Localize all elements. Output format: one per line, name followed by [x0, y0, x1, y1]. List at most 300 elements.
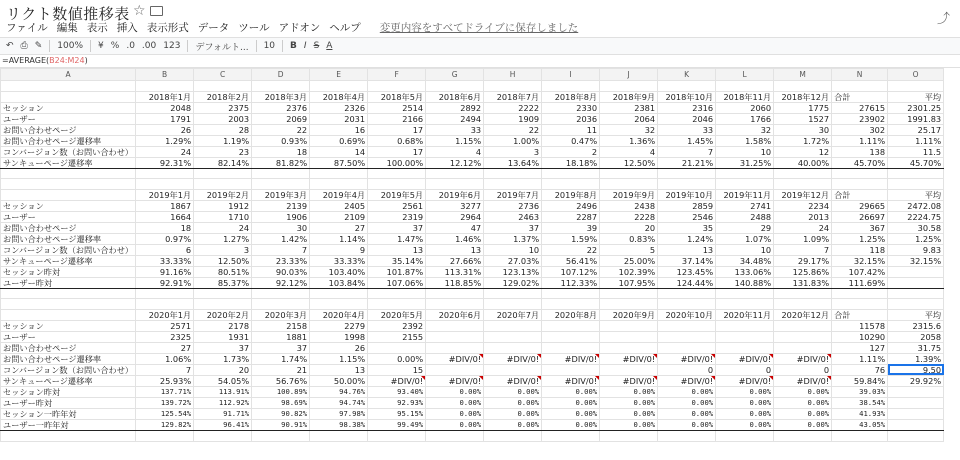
table-cell[interactable]: 7 [774, 244, 832, 255]
table-cell[interactable] [542, 288, 600, 299]
table-cell[interactable] [888, 299, 944, 310]
table-cell[interactable]: 2013 [774, 211, 832, 222]
table-cell[interactable]: 32.15% [832, 255, 888, 266]
table-cell[interactable]: 2279 [310, 320, 368, 331]
table-cell[interactable]: 100.00% [368, 157, 426, 168]
table-cell[interactable]: 0.00% [716, 397, 774, 408]
table-cell[interactable] [600, 342, 658, 353]
table-cell[interactable]: 127 [832, 342, 888, 353]
table-cell[interactable]: 22 [252, 124, 310, 135]
table-cell[interactable]: 1.46% [426, 233, 484, 244]
column-header[interactable]: C [194, 69, 252, 81]
table-cell[interactable]: 80.51% [194, 266, 252, 277]
table-cell[interactable]: 1.19% [194, 135, 252, 146]
row-label-cell[interactable]: お問い合わせページ遷移率 [1, 233, 136, 244]
table-cell[interactable] [542, 342, 600, 353]
table-cell[interactable] [832, 168, 888, 179]
table-cell[interactable]: 22 [542, 244, 600, 255]
table-cell[interactable]: 27 [310, 222, 368, 233]
sheet-table[interactable] [0, 68, 944, 442]
table-cell[interactable]: 96.41% [194, 419, 252, 430]
table-cell[interactable]: 18.18% [542, 157, 600, 168]
table-cell[interactable]: 2375 [194, 102, 252, 113]
table-cell[interactable] [658, 168, 716, 179]
table-cell[interactable] [252, 168, 310, 179]
table-cell[interactable] [368, 168, 426, 179]
strikethrough-button[interactable]: S [313, 41, 320, 51]
table-cell[interactable]: 2018年1月 [136, 91, 194, 102]
row-label-cell[interactable]: コンバージョン数（お問い合わせ） [1, 146, 136, 157]
table-cell[interactable]: #DIV/0! [484, 353, 542, 364]
table-cell[interactable]: 33.33% [136, 255, 194, 266]
zoom-select[interactable]: 100% [57, 41, 84, 51]
table-cell[interactable] [716, 179, 774, 190]
table-cell[interactable]: 2228 [600, 211, 658, 222]
table-cell[interactable]: 125.86% [774, 266, 832, 277]
table-cell[interactable]: 26697 [832, 211, 888, 222]
table-cell[interactable] [484, 168, 542, 179]
table-cell[interactable]: 2155 [368, 331, 426, 342]
table-cell[interactable] [658, 179, 716, 190]
star-icon[interactable]: ☆ [133, 3, 146, 19]
table-cell[interactable]: 0.00% [426, 386, 484, 397]
table-cell[interactable]: 16 [310, 124, 368, 135]
table-cell[interactable] [716, 168, 774, 179]
table-cell[interactable]: 2058 [888, 331, 944, 342]
text-color-button[interactable]: A [326, 41, 333, 51]
row-label-cell[interactable]: ユーザー [1, 211, 136, 222]
menu-item[interactable]: アドオン [278, 22, 321, 34]
table-cell[interactable]: 37 [194, 342, 252, 353]
table-cell[interactable] [774, 81, 832, 92]
table-cell[interactable]: 94.74% [310, 397, 368, 408]
table-cell[interactable]: 87.50% [310, 157, 368, 168]
table-cell[interactable]: 1.45% [658, 135, 716, 146]
table-cell[interactable]: 2224.75 [888, 211, 944, 222]
table-cell[interactable]: 2019年12月 [774, 189, 832, 200]
table-cell[interactable]: #DIV/0! [600, 353, 658, 364]
table-cell[interactable]: 95.15% [368, 408, 426, 419]
column-header[interactable]: A [1, 69, 136, 81]
table-cell[interactable]: 1912 [194, 200, 252, 211]
table-cell[interactable]: 0.97% [136, 233, 194, 244]
table-cell[interactable]: 0.47% [542, 135, 600, 146]
table-cell[interactable] [368, 430, 426, 441]
table-cell[interactable]: 82.14% [194, 157, 252, 168]
table-cell[interactable] [194, 179, 252, 190]
row-label-cell[interactable]: セッション [1, 200, 136, 211]
table-cell[interactable]: 2571 [136, 320, 194, 331]
table-cell[interactable]: 2018年10月 [658, 91, 716, 102]
table-cell[interactable]: 107.42% [832, 266, 888, 277]
table-cell[interactable]: 37 [484, 222, 542, 233]
table-cell[interactable]: 18 [252, 146, 310, 157]
table-cell[interactable]: 2316 [658, 102, 716, 113]
table-cell[interactable]: 1.29% [136, 135, 194, 146]
table-cell[interactable]: 0.00% [774, 397, 832, 408]
save-status-link[interactable]: 変更内容をすべてドライブに保存しました [379, 22, 579, 34]
table-cell[interactable]: 0.68% [368, 135, 426, 146]
table-cell[interactable] [600, 299, 658, 310]
table-cell[interactable]: 29.92% [888, 375, 944, 386]
table-cell[interactable]: 93.40% [368, 386, 426, 397]
table-cell[interactable] [310, 81, 368, 92]
table-cell[interactable] [542, 299, 600, 310]
table-cell[interactable]: 2019年5月 [368, 189, 426, 200]
table-cell[interactable] [194, 81, 252, 92]
table-cell[interactable] [310, 430, 368, 441]
table-cell[interactable]: 3 [484, 146, 542, 157]
row-label-cell[interactable] [1, 81, 136, 92]
table-cell[interactable]: 27.03% [484, 255, 542, 266]
table-cell[interactable]: 3 [194, 244, 252, 255]
table-cell[interactable]: 1.42% [252, 233, 310, 244]
table-cell[interactable] [484, 331, 542, 342]
table-cell[interactable] [310, 179, 368, 190]
table-cell[interactable]: 23.33% [252, 255, 310, 266]
table-cell[interactable]: 0.00% [484, 419, 542, 430]
table-cell[interactable]: 2020年2月 [194, 309, 252, 320]
row-label-cell[interactable]: お問い合わせページ遷移率 [1, 135, 136, 146]
table-cell[interactable]: 2494 [426, 113, 484, 124]
table-cell[interactable] [888, 397, 944, 408]
table-cell[interactable] [426, 364, 484, 375]
table-cell[interactable] [774, 342, 832, 353]
print-icon[interactable]: ⎙ [20, 41, 28, 51]
table-cell[interactable]: 31.25% [716, 157, 774, 168]
table-cell[interactable]: 合計 [832, 91, 888, 102]
table-cell[interactable] [542, 364, 600, 375]
table-cell[interactable]: 2018年11月 [716, 91, 774, 102]
table-cell[interactable]: 0.00% [658, 408, 716, 419]
table-cell[interactable]: 0.00% [542, 419, 600, 430]
table-cell[interactable] [542, 320, 600, 331]
table-cell[interactable]: 2020年11月 [716, 309, 774, 320]
table-cell[interactable] [426, 320, 484, 331]
table-cell[interactable]: 1791 [136, 113, 194, 124]
table-cell[interactable] [542, 81, 600, 92]
table-cell[interactable]: 29.17% [774, 255, 832, 266]
table-cell[interactable]: 1.06% [136, 353, 194, 364]
table-cell[interactable]: 30.58 [888, 222, 944, 233]
table-cell[interactable]: 112.92% [194, 397, 252, 408]
table-cell[interactable]: 2019年7月 [484, 189, 542, 200]
table-cell[interactable]: 2326 [310, 102, 368, 113]
table-cell[interactable]: 56.41% [542, 255, 600, 266]
table-cell[interactable]: 97.98% [310, 408, 368, 419]
table-cell[interactable]: 2060 [716, 102, 774, 113]
table-cell[interactable]: 76 [832, 364, 888, 375]
row-label-cell[interactable]: コンバージョン数（お問い合わせ） [1, 364, 136, 375]
table-cell[interactable]: 2018年5月 [368, 91, 426, 102]
table-cell[interactable]: 43.05% [832, 419, 888, 430]
table-cell[interactable]: 1.24% [658, 233, 716, 244]
table-cell[interactable]: 33.33% [310, 255, 368, 266]
table-cell[interactable] [888, 168, 944, 179]
table-cell[interactable]: 2020年7月 [484, 309, 542, 320]
table-cell[interactable]: 13 [658, 244, 716, 255]
table-cell[interactable]: 9 [310, 244, 368, 255]
table-cell[interactable]: 38.54% [832, 397, 888, 408]
menu-item[interactable]: ファイル [6, 22, 48, 34]
table-cell[interactable] [252, 81, 310, 92]
column-header[interactable]: M [774, 69, 832, 81]
table-cell[interactable]: 27 [136, 342, 194, 353]
table-cell[interactable]: 0.00% [484, 408, 542, 419]
table-cell[interactable]: 37 [368, 222, 426, 233]
table-cell[interactable] [888, 408, 944, 419]
table-cell[interactable]: 139.72% [136, 397, 194, 408]
table-cell[interactable]: 0.00% [426, 408, 484, 419]
table-cell[interactable]: 0.00% [600, 386, 658, 397]
table-cell[interactable]: 118 [832, 244, 888, 255]
table-cell[interactable]: 2178 [194, 320, 252, 331]
table-cell[interactable]: 92.31% [136, 157, 194, 168]
table-cell[interactable]: 15 [368, 364, 426, 375]
table-cell[interactable]: 10 [484, 244, 542, 255]
table-cell[interactable] [774, 299, 832, 310]
row-label-cell[interactable]: セッション [1, 102, 136, 113]
table-cell[interactable]: 32 [600, 124, 658, 135]
table-cell[interactable]: 12.50% [600, 157, 658, 168]
table-cell[interactable]: 94.76% [310, 386, 368, 397]
table-cell[interactable]: 100.89% [252, 386, 310, 397]
table-cell[interactable]: 4 [600, 146, 658, 157]
table-cell[interactable]: 0.00% [426, 419, 484, 430]
table-cell[interactable] [426, 299, 484, 310]
row-label-cell[interactable]: セッション昨対 [1, 386, 136, 397]
row-label-cell[interactable] [1, 309, 136, 320]
table-cell[interactable]: 合計 [832, 309, 888, 320]
table-cell[interactable] [426, 179, 484, 190]
table-cell[interactable]: 131.83% [774, 277, 832, 288]
table-cell[interactable]: #DIV/0! [484, 375, 542, 386]
table-cell[interactable]: 45.70% [888, 157, 944, 168]
table-cell[interactable]: 2031 [310, 113, 368, 124]
table-cell[interactable]: 1909 [484, 113, 542, 124]
table-cell[interactable] [774, 179, 832, 190]
table-cell[interactable] [600, 288, 658, 299]
table-cell[interactable]: 2019年3月 [252, 189, 310, 200]
row-label-cell[interactable]: お問い合わせページ [1, 124, 136, 135]
table-cell[interactable]: 2315.6 [888, 320, 944, 331]
percent-button[interactable]: % [110, 41, 120, 51]
table-cell[interactable] [600, 179, 658, 190]
table-cell[interactable]: 99.49% [368, 419, 426, 430]
table-cell[interactable]: 0.00% [658, 397, 716, 408]
table-cell[interactable] [658, 288, 716, 299]
table-cell[interactable]: 0.00% [368, 353, 426, 364]
row-label-cell[interactable]: ユーザー [1, 331, 136, 342]
table-cell[interactable]: 31.75 [888, 342, 944, 353]
table-cell[interactable]: 27615 [832, 102, 888, 113]
table-cell[interactable]: 2438 [600, 200, 658, 211]
table-cell[interactable]: 1998 [310, 331, 368, 342]
table-cell[interactable]: 平均 [888, 309, 944, 320]
menu-item[interactable]: ツール [238, 22, 270, 34]
table-cell[interactable] [484, 299, 542, 310]
table-cell[interactable] [888, 81, 944, 92]
table-cell[interactable]: 1664 [136, 211, 194, 222]
table-cell[interactable]: 0 [716, 364, 774, 375]
table-cell[interactable]: 33 [426, 124, 484, 135]
table-cell[interactable]: 56.76% [252, 375, 310, 386]
table-cell[interactable]: 107.12% [542, 266, 600, 277]
column-header[interactable]: F [368, 69, 426, 81]
table-cell[interactable] [368, 81, 426, 92]
table-cell[interactable]: 2020年9月 [600, 309, 658, 320]
table-cell[interactable] [368, 179, 426, 190]
table-cell[interactable] [658, 342, 716, 353]
table-cell[interactable]: 92.91% [136, 277, 194, 288]
table-cell[interactable] [600, 364, 658, 375]
table-cell[interactable]: 1.25% [888, 233, 944, 244]
table-cell[interactable]: 0.00% [484, 386, 542, 397]
table-cell[interactable]: 103.84% [310, 277, 368, 288]
table-cell[interactable] [716, 288, 774, 299]
table-cell[interactable]: 2514 [368, 102, 426, 113]
table-cell[interactable]: 12.12% [426, 157, 484, 168]
table-cell[interactable]: 1.27% [194, 233, 252, 244]
table-cell[interactable]: 9.83 [888, 244, 944, 255]
row-label-cell[interactable] [1, 430, 136, 441]
row-label-cell[interactable]: ユーザー一昨年対 [1, 419, 136, 430]
table-cell[interactable]: 29 [716, 222, 774, 233]
table-cell[interactable]: 2376 [252, 102, 310, 113]
table-cell[interactable]: 103.40% [310, 266, 368, 277]
table-cell[interactable]: 35 [658, 222, 716, 233]
spreadsheet-grid[interactable] [0, 68, 960, 442]
table-cell[interactable]: 25.17 [888, 124, 944, 135]
column-header[interactable]: J [600, 69, 658, 81]
font-size-select[interactable]: 10 [263, 41, 276, 51]
table-cell[interactable] [426, 331, 484, 342]
table-cell[interactable]: #DIV/0! [542, 375, 600, 386]
column-header[interactable]: L [716, 69, 774, 81]
table-cell[interactable]: 7 [658, 146, 716, 157]
table-cell[interactable]: 2018年2月 [194, 91, 252, 102]
table-cell[interactable]: 0.00% [484, 397, 542, 408]
menu-item[interactable]: 表示形式 [146, 22, 189, 34]
table-cell[interactable] [484, 342, 542, 353]
table-cell[interactable]: 13 [426, 244, 484, 255]
table-cell[interactable]: 20 [600, 222, 658, 233]
table-cell[interactable]: 0.00% [542, 386, 600, 397]
table-cell[interactable]: 2405 [310, 200, 368, 211]
table-cell[interactable]: 54.05% [194, 375, 252, 386]
table-cell[interactable]: 2736 [484, 200, 542, 211]
table-cell[interactable]: 0.00% [716, 408, 774, 419]
table-cell[interactable]: #DIV/0! [774, 353, 832, 364]
table-cell[interactable]: 1527 [774, 113, 832, 124]
table-cell[interactable] [832, 288, 888, 299]
table-cell[interactable]: 13 [368, 244, 426, 255]
table-cell[interactable]: 1931 [194, 331, 252, 342]
table-cell[interactable]: 2019年1月 [136, 189, 194, 200]
table-cell[interactable]: 9.50 [888, 364, 944, 375]
table-cell[interactable]: 2741 [716, 200, 774, 211]
table-cell[interactable]: 1.14% [310, 233, 368, 244]
table-cell[interactable]: 0.00% [658, 386, 716, 397]
table-cell[interactable] [716, 430, 774, 441]
table-cell[interactable]: 2463 [484, 211, 542, 222]
table-cell[interactable]: 12.50% [194, 255, 252, 266]
table-cell[interactable]: 4 [426, 146, 484, 157]
table-cell[interactable]: 124.44% [658, 277, 716, 288]
table-cell[interactable]: 138 [832, 146, 888, 157]
table-cell[interactable]: 2018年7月 [484, 91, 542, 102]
table-cell[interactable] [194, 430, 252, 441]
table-cell[interactable]: 112.33% [542, 277, 600, 288]
table-cell[interactable] [194, 168, 252, 179]
table-cell[interactable] [542, 179, 600, 190]
table-cell[interactable]: 2488 [716, 211, 774, 222]
table-cell[interactable]: 91.71% [194, 408, 252, 419]
table-cell[interactable]: 25.00% [600, 255, 658, 266]
table-cell[interactable]: 1.15% [310, 353, 368, 364]
menu-item[interactable]: 挿入 [116, 22, 138, 34]
column-header[interactable]: G [426, 69, 484, 81]
table-cell[interactable] [136, 179, 194, 190]
table-cell[interactable] [136, 168, 194, 179]
table-cell[interactable] [368, 342, 426, 353]
table-cell[interactable]: 35.14% [368, 255, 426, 266]
table-cell[interactable]: 2020年4月 [310, 309, 368, 320]
table-cell[interactable]: 113.31% [426, 266, 484, 277]
table-cell[interactable]: 0.00% [600, 408, 658, 419]
table-cell[interactable]: 111.69% [832, 277, 888, 288]
increase-decimal-button[interactable]: .00 [141, 41, 157, 51]
table-cell[interactable]: 17 [368, 124, 426, 135]
table-cell[interactable]: 2064 [600, 113, 658, 124]
table-cell[interactable] [716, 299, 774, 310]
table-cell[interactable] [310, 168, 368, 179]
table-cell[interactable]: 41.93% [832, 408, 888, 419]
table-cell[interactable]: 0.00% [426, 397, 484, 408]
table-cell[interactable]: 2301.25 [888, 102, 944, 113]
table-cell[interactable]: 2158 [252, 320, 310, 331]
table-cell[interactable]: 40.00% [774, 157, 832, 168]
document-title[interactable]: リクト数値推移表 [6, 5, 130, 23]
formula-bar[interactable] [0, 56, 960, 68]
table-cell[interactable]: 23 [194, 146, 252, 157]
table-cell[interactable]: 101.87% [368, 266, 426, 277]
table-cell[interactable] [136, 299, 194, 310]
table-cell[interactable]: 0 [658, 364, 716, 375]
table-cell[interactable]: 2964 [426, 211, 484, 222]
table-cell[interactable]: 2046 [658, 113, 716, 124]
table-cell[interactable]: 129.82% [136, 419, 194, 430]
number-format-select[interactable]: 123 [163, 41, 181, 51]
table-cell[interactable] [484, 320, 542, 331]
row-label-cell[interactable] [1, 91, 136, 102]
table-cell[interactable]: 140.88% [716, 277, 774, 288]
column-header[interactable]: D [252, 69, 310, 81]
table-cell[interactable]: 2020年6月 [426, 309, 484, 320]
table-cell[interactable]: 1.73% [194, 353, 252, 364]
table-cell[interactable] [484, 430, 542, 441]
table-cell[interactable]: 24 [194, 222, 252, 233]
table-cell[interactable]: 12 [774, 146, 832, 157]
row-label-cell[interactable]: サンキューページ遷移率 [1, 375, 136, 386]
table-cell[interactable] [600, 430, 658, 441]
table-cell[interactable]: 26 [136, 124, 194, 135]
table-cell[interactable]: 2019年10月 [658, 189, 716, 200]
table-cell[interactable]: 45.70% [832, 157, 888, 168]
table-cell[interactable] [832, 81, 888, 92]
table-cell[interactable]: 2019年4月 [310, 189, 368, 200]
table-cell[interactable]: 0.00% [600, 397, 658, 408]
